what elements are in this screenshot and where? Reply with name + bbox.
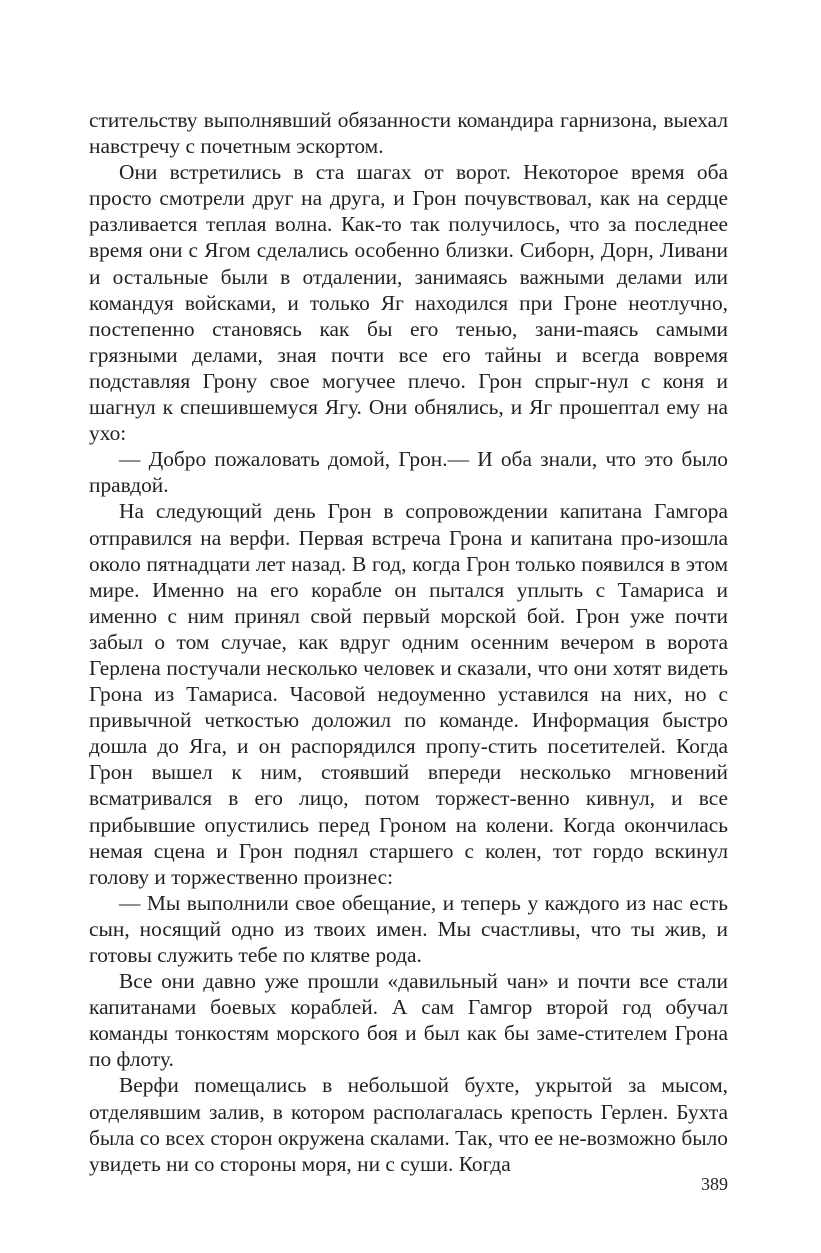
paragraph-5: — Мы выполнили свое обещание, и теперь у каждого из нас есть сын, носящий одно из твоих имен. Мы счастливы, что ты жив, и готовы служить тебе по клятве рода. xyxy=(89,890,728,967)
page-body-text xyxy=(89,107,728,1177)
paragraph-2: Они встретились в ста шагах от ворот. Некоторое время оба просто смотрели друг на друга, и Грон почувствовал, как на сердце разливается теплая волна. Как-то так получилось, что за последнее время они с Ягом сделались особенно близки. Сиборн, Дорн, Ливани и остальные были в отдалении, занимаясь важными делами или командуя войсками, и только Яг находился при Гроне неотлучно, постепенно становясь как бы его тенью, зани-mаясь самыми грязными делами, зная почти все его тайны и всегда вовремя подставляя Грону свое могучее плечо. Грон спрыг-нул с коня и шагнул к спешившемуся Ягу. Они обнялись, и Яг прошептал ему на ухо: xyxy=(89,160,728,446)
paragraph-1: стительству выполнявший обязанности командира гарнизона, выехал навстречу с почетным эскортом. xyxy=(89,108,728,159)
page-number: 389 xyxy=(701,1174,728,1194)
paragraph-4: На следующий день Грон в сопровождении капитана Гамгора отправился на верфи. Первая встреча Грона и капитана про-изошла около пятнадцати лет назад. В год, когда Грон только появился в этом мире. Именно на его корабле он пытался уплыть с Тамариса и именно с ним принял свой первый морской бой. Грон уже почти забыл о том случае, как вдруг одним осенним вечером в ворота Герлена постучали несколько человек и сказали, что они хотят видеть Грона из Тамариса. Часовой недоуменно уставился на них, но с привычной четкостью доложил по команде. Информация быстро дошла до Яга, и он распорядился пропу-стить посетителей. Когда Грон вышел к ним, стоявший впереди несколько мгновений всматривался в его лицо, потом торжест-венно кивнул, и все прибывшие опустились перед Гроном на колени. Когда окончилась немая сцена и Грон поднял старшего с колен, тот гордо вскинул голову и торжественно произнес: xyxy=(89,499,728,889)
paragraph-7: Верфи помещались в небольшой бухте, укрытой за мысом, отделявшим залив, в котором располагалась крепость Герлен. Бухта была со всех сторон окружена скалами. Так, что ее не-возможно было увидеть ни со стороны моря, ни с суши. Когда xyxy=(89,1073,728,1176)
paragraph-6: Все они давно уже прошли «давильный чан» и почти все стали капитанами боевых кораблей. А сам Гамгор второй год обучал команды тонкостям морского боя и был как бы заме-стителем Грона по флоту. xyxy=(89,969,728,1072)
paragraph-3: — Добро пожаловать домой, Грон.— И оба знали, что это было правдой. xyxy=(89,447,728,498)
